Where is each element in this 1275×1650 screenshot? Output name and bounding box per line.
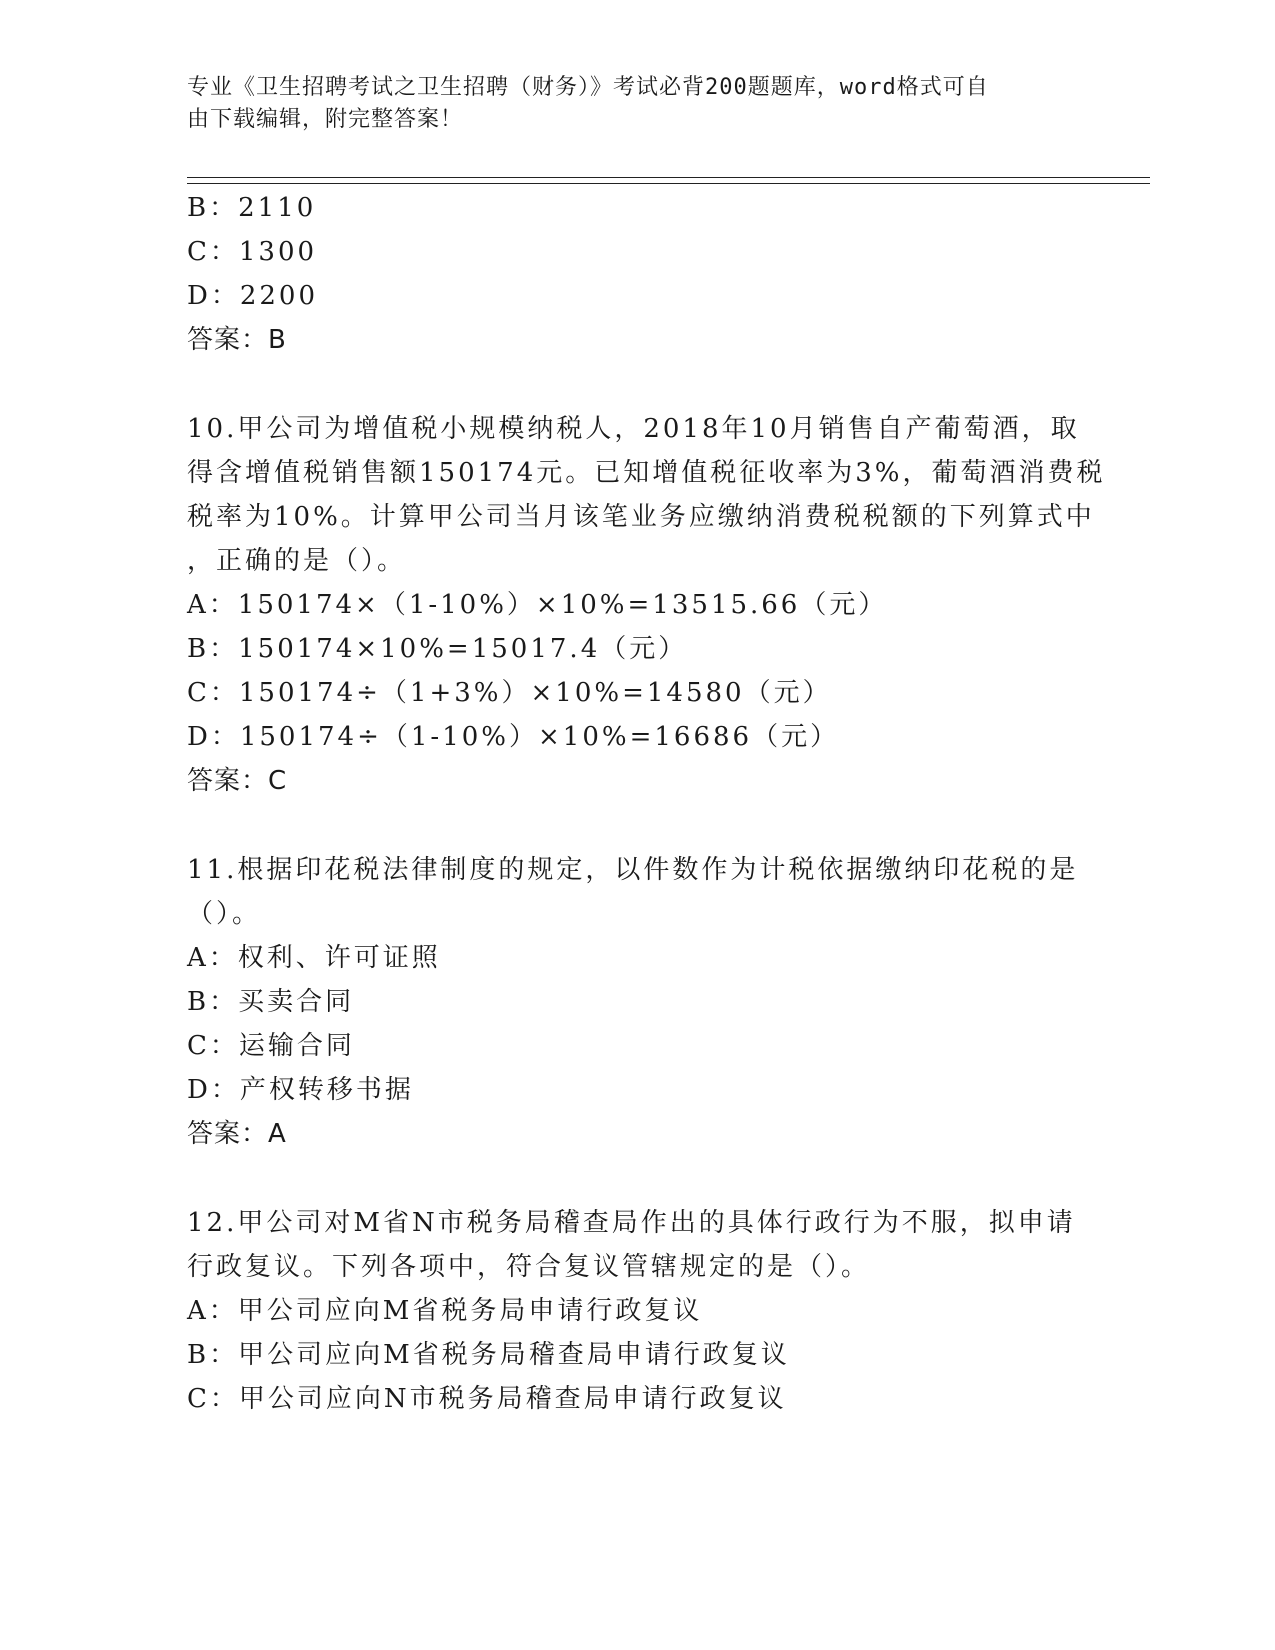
q11-stem-line-1: 11.根据印花税法律制度的规定，以件数作为计税依据缴纳印花税的是 [187,855,1079,885]
q12-stem-line-1: 12.甲公司对M省N市税务局稽查局作出的具体行政行为不服，拟申请 [187,1208,1076,1238]
q9-answer: 答案：B [187,325,287,355]
q10-stem-line-2: 得含增值税销售额150174元。已知增值税征收率为3%，葡萄酒消费税 [187,458,1106,488]
q12-option-c: C：甲公司应向N市税务局稽查局申请行政复议 [187,1384,787,1414]
q10-stem-line-3: 税率为10%。计算甲公司当月该笔业务应缴纳消费税税额的下列算式中 [187,502,1095,532]
q9-option-c: C：1300 [187,237,318,267]
q11-option-d: D：产权转移书据 [187,1075,414,1105]
q11-answer: 答案：A [187,1119,287,1149]
q9-option-b: B：2110 [187,193,317,223]
q12-option-a: A：甲公司应向M省税务局申请行政复议 [187,1296,703,1326]
q10-option-a: A：150174×（1-10%）×10%=13515.66（元） [187,590,888,620]
q10-option-b: B：150174×10%=15017.4（元） [187,634,688,664]
header-divider-bottom [187,183,1150,184]
q12-option-b: B：甲公司应向M省税务局稽查局申请行政复议 [187,1340,790,1370]
q11-option-a: A：权利、许可证照 [187,943,441,973]
q10-option-c: C：150174÷（1+3%）×10%=14580（元） [187,678,832,708]
q10-option-d: D：150174÷（1-10%）×10%=16686（元） [187,722,840,752]
q10-answer: 答案：C [187,766,288,796]
q9-option-d: D：2200 [187,281,319,311]
header-line-2: 由下载编辑，附完整答案！ [187,107,464,132]
document-header [187,72,1067,136]
q10-stem-line-4: ，正确的是（）。 [187,546,407,576]
q10-stem-line-1: 10.甲公司为增值税小规模纳税人，2018年10月销售自产葡萄酒，取 [187,414,1080,444]
q11-stem-line-2: （）。 [187,899,262,929]
q11-option-c: C：运输合同 [187,1031,355,1061]
header-divider-top [187,177,1150,178]
q12-stem-line-2: 行政复议。下列各项中，符合复议管辖规定的是（）。 [187,1252,871,1282]
header-line-1: 专业《卫生招聘考试之卫生招聘（财务）》考试必背200题题库，word格式可自 [187,75,989,100]
q11-option-b: B：买卖合同 [187,987,355,1017]
